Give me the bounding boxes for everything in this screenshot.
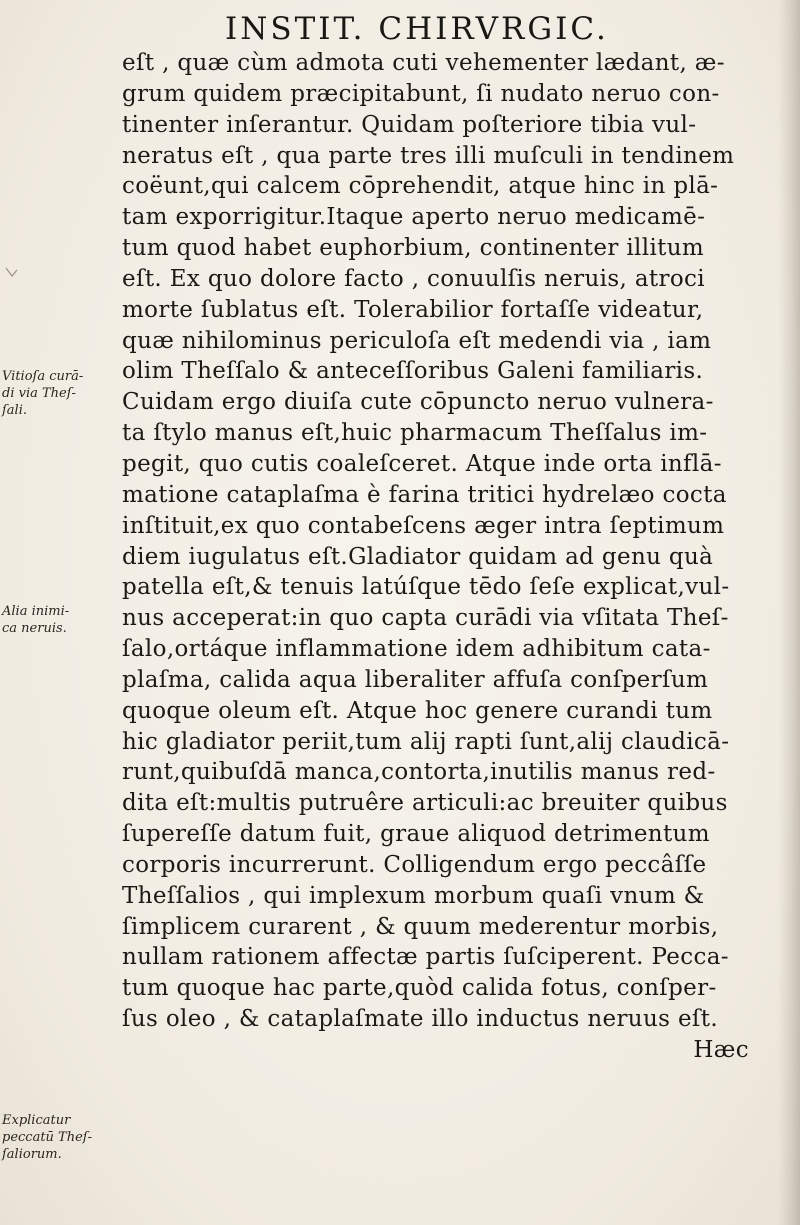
text-line: olim Theſſalo & anteceſſoribus Galeni familiaris. xyxy=(122,358,704,385)
marginal-note-line: ſaliorum. xyxy=(2,1147,62,1162)
page-edge-shadow xyxy=(778,0,800,1225)
text-line: plaſma, calida aqua liberaliter affuſa conſperſum xyxy=(122,666,709,693)
text-line: ſus oleo , & cataplaſmate illo inductus neruus eſt. xyxy=(122,1006,719,1033)
running-title: INSTIT. CHIRVRGIC. xyxy=(225,11,609,47)
text-line: tum quod habet euphorbium, continenter illitum xyxy=(122,235,705,262)
text-line: ſupereſſe datum fuit, graue aliquod detrimentum xyxy=(122,821,710,848)
text-line: Cuidam ergo diuiſa cute cōpuncto neruo vulnera- xyxy=(122,389,714,416)
text-line: runt,quibuſdā manca,contorta,inutilis manus red- xyxy=(122,759,716,786)
text-line: nus acceperat:in quo capta curādi via vſitata Theſ- xyxy=(122,605,729,632)
text-line: dita eſt:multis putruêre articuli:ac breuiter quibus xyxy=(122,790,728,817)
text-line: nullam rationem affectæ partis ſuſciperent. Pecca- xyxy=(122,944,729,971)
text-line: neratus eſt , qua parte tres illi muſculi in tendinem xyxy=(122,142,735,169)
text-line: diem iugulatus eſt.Gladiator quidam ad genu quà xyxy=(122,543,714,570)
text-line: corporis incurrerunt. Colligendum ergo peccâſſe xyxy=(122,851,707,878)
text-line: tum quoque hac parte,quòd calida fotus, conſper- xyxy=(122,975,717,1002)
marginal-note-line: di via Theſ- xyxy=(2,386,76,401)
marginal-note-line: Vitioſa curā- xyxy=(2,369,84,384)
text-line: hic gladiator periit,tum alij rapti ſunt,alij claudicā- xyxy=(122,728,730,755)
text-line: eſt , quæ cùm admota cuti vehementer lædant, æ- xyxy=(122,50,725,76)
text-line: quoque oleum eſt. Atque hoc genere curandi tum xyxy=(122,697,713,724)
catchword: Hæc xyxy=(693,1037,749,1063)
marginal-note-alia-inimica xyxy=(2,603,120,637)
text-line: eſt. Ex quo dolore facto , conuulſis neruis, atroci xyxy=(122,265,705,292)
text-line: ſimplicem curarent , & quum mederentur morbis, xyxy=(122,913,719,940)
text-line: ta ſtylo manus eſt,huic pharmacum Theſſalus im- xyxy=(122,420,708,447)
marginal-note-line: Alia inimi- xyxy=(2,604,70,619)
text-line: morte ſublatus eſt. Tolerabilior fortaſſe videatur, xyxy=(122,296,704,323)
marginal-note-line: ca neruis. xyxy=(2,621,67,636)
text-line: inſtituit,ex quo contabeſcens æger intra ſeptimum xyxy=(122,512,725,539)
text-line: matione cataplaſma è farina tritici hydrelæo cocta xyxy=(122,481,727,508)
marginal-note-line: ſali. xyxy=(2,403,28,418)
text-line: quæ nihilominus periculoſa eſt medendi via , iam xyxy=(122,327,712,354)
marginal-note-explicatur xyxy=(2,1112,120,1163)
main-text-block xyxy=(122,48,777,1066)
marginal-note-line: Explicatur xyxy=(2,1113,71,1128)
marginal-note-vitiosa-cura xyxy=(2,368,120,419)
text-line: ſalo,ortáque inflammatione idem adhibitum cata- xyxy=(122,636,711,663)
text-line: grum quidem præcipitabunt, ſi nudato neruo con- xyxy=(122,80,720,107)
text-line: Theſſalios , qui implexum morbum quaſi vnum & xyxy=(122,882,705,909)
text-line: tinenter inſerantur. Quidam poſteriore tibia vul- xyxy=(122,111,697,138)
pencil-mark-icon xyxy=(0,0,30,300)
text-line: patella eſt,& tenuis latúſque tēdo ſeſe explicat,vul- xyxy=(122,574,730,601)
text-line: pegit, quo cutis coaleſceret. Atque inde orta inflā- xyxy=(122,450,722,477)
text-line: tam exporrigitur.Itaque aperto neruo medicamē- xyxy=(122,204,706,231)
text-line: coëunt,qui calcem cōprehendit, atque hinc in plā- xyxy=(122,173,719,200)
marginal-note-line: peccatū Theſ- xyxy=(2,1130,92,1145)
